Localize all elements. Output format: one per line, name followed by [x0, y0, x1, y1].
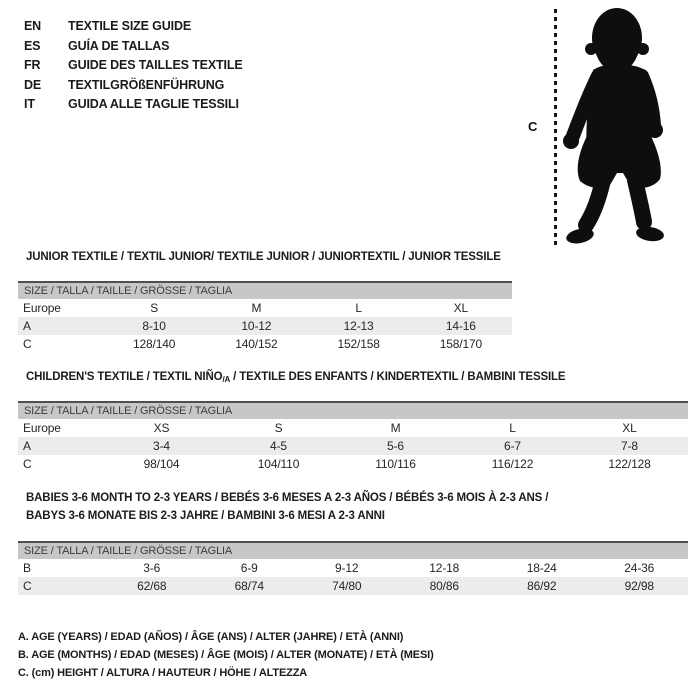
table-cell: C — [23, 457, 32, 471]
footnote-a: A. AGE (YEARS) / EDAD (AÑOS) / ÂGE (ANS) / ALTER (JAHRE) / ETÀ (ANNI) — [18, 631, 404, 643]
table-cell: 122/128 — [608, 457, 651, 471]
junior-size-table — [18, 281, 512, 353]
table-cell: A — [23, 319, 31, 333]
table-cell: 128/140 — [132, 337, 176, 351]
table-cell: 4-5 — [270, 439, 287, 453]
table-cell: A — [23, 439, 31, 453]
table-cell: 5-6 — [387, 439, 404, 453]
section-title-junior: JUNIOR TEXTILE / TEXTIL JUNIOR/ TEXTILE JUNIOR / JUNIORTEXTIL / JUNIOR TESSILE — [26, 251, 501, 263]
table-cell: 62/68 — [137, 579, 167, 593]
table-cell: 18-24 — [526, 561, 557, 575]
table-cell: 7-8 — [621, 439, 638, 453]
table-cell: 6-9 — [240, 561, 258, 575]
table-row — [18, 419, 688, 437]
table-cell: 3-4 — [153, 439, 170, 453]
table-cell: 140/152 — [235, 337, 278, 351]
language-row — [24, 17, 243, 37]
language-title: GUIDA ALLE TAGLIE TESSILI — [68, 97, 239, 112]
table-cell: L — [355, 301, 362, 315]
table-cell: 3-6 — [143, 561, 161, 575]
language-title: GUÍA DE TALLAS — [68, 38, 170, 53]
table-cell: XL — [453, 301, 469, 315]
language-code: IT — [24, 97, 35, 112]
language-code: ES — [24, 38, 41, 53]
table-cell: L — [509, 421, 516, 435]
table-row — [18, 455, 688, 473]
language-title: TEXTILGRÖßENFÜHRUNG — [68, 77, 225, 92]
table-cell: 74/80 — [332, 579, 362, 593]
table-row — [18, 299, 512, 317]
language-row — [24, 95, 243, 115]
table-cell: 86/92 — [527, 579, 557, 593]
language-row — [24, 37, 243, 57]
table-cell: 110/116 — [375, 457, 416, 471]
table-cell: B — [23, 561, 31, 575]
language-code: DE — [24, 77, 42, 92]
table-cell: 98/104 — [143, 457, 180, 471]
table-cell: S — [274, 421, 283, 435]
table-cell: S — [150, 301, 159, 315]
table-cell: C — [23, 579, 32, 593]
table-cell: 104/110 — [257, 457, 300, 471]
language-title: TEXTILE SIZE GUIDE — [68, 19, 192, 33]
measure-label-c: C — [528, 119, 538, 134]
baby-silhouette-icon — [560, 4, 692, 248]
section-title-children — [26, 371, 565, 384]
size-header-bar: SIZE / TALLA / TAILLE / GRÖSSE / TAGLIA — [18, 281, 512, 299]
section-title-text: CHILDREN'S TEXTILE / TEXTIL NIÑO — [26, 371, 223, 383]
table-cell: C — [23, 337, 32, 351]
table-cell: 10-12 — [241, 319, 272, 333]
table-cell: 24-36 — [624, 561, 655, 575]
table-cell: 152/158 — [337, 337, 380, 351]
footnotes — [18, 628, 434, 683]
section-title-subscript: /A — [222, 375, 231, 384]
table-cell: 6-7 — [504, 439, 521, 453]
language-code: EN — [24, 19, 42, 33]
language-title: GUIDE DES TAILLES TEXTILE — [68, 58, 243, 73]
table-row — [18, 559, 688, 577]
children-size-table — [18, 401, 688, 473]
language-list — [24, 17, 243, 115]
table-cell: Europe — [23, 421, 61, 435]
size-header-bar: SIZE / TALLA / TAILLE / GRÖSSE / TAGLIA — [18, 541, 688, 559]
table-cell: 68/74 — [234, 579, 264, 593]
table-cell: 116/122 — [491, 457, 534, 471]
footnote-c: C. (cm) HEIGHT / ALTURA / HAUTEUR / HÖHE / ALTEZZA — [18, 667, 308, 680]
table-row — [18, 437, 688, 455]
table-row — [18, 577, 688, 595]
table-row — [18, 317, 512, 335]
table-row — [18, 335, 512, 353]
table-cell: 12-18 — [429, 561, 460, 575]
table-cell: 9-12 — [335, 561, 359, 575]
language-code: FR — [24, 58, 41, 73]
table-cell: 92/98 — [624, 579, 654, 593]
section-title-line: BABYS 3-6 MONATE BIS 2-3 JAHRE / BAMBINI 3-6 MESI A 2-3 ANNI — [26, 509, 385, 522]
table-cell: 14-16 — [445, 319, 476, 333]
language-row — [24, 76, 243, 96]
babies-size-table — [18, 541, 688, 595]
table-cell: M — [251, 301, 262, 315]
table-cell: Europe — [23, 301, 61, 315]
section-title-line: BABIES 3-6 MONTH TO 2-3 YEARS / BEBÉS 3-6 MESES A 2-3 AÑOS / BÉBÉS 3-6 MOIS À 2-3 ANS / — [26, 492, 549, 504]
table-cell: XS — [153, 421, 170, 435]
language-row — [24, 56, 243, 76]
section-title-text: / TEXTILE DES ENFANTS / KINDERTEXTIL / BAMBINI TESSILE — [230, 371, 566, 383]
footnote-b: B. AGE (MONTHS) / EDAD (MESES) / ÂGE (MOIS) / ALTER (MONATE) / ETÀ (MESI) — [18, 649, 434, 662]
table-cell: M — [390, 421, 401, 435]
section-title-babies — [26, 490, 548, 525]
height-measure-dashed-line — [554, 9, 557, 245]
table-cell: 80/86 — [429, 579, 459, 593]
table-cell: 8-10 — [142, 319, 166, 333]
table-cell: 158/170 — [439, 337, 483, 351]
table-cell: XL — [622, 421, 637, 435]
table-cell: 12-13 — [343, 319, 374, 333]
size-header-bar: SIZE / TALLA / TAILLE / GRÖSSE / TAGLIA — [18, 401, 688, 419]
